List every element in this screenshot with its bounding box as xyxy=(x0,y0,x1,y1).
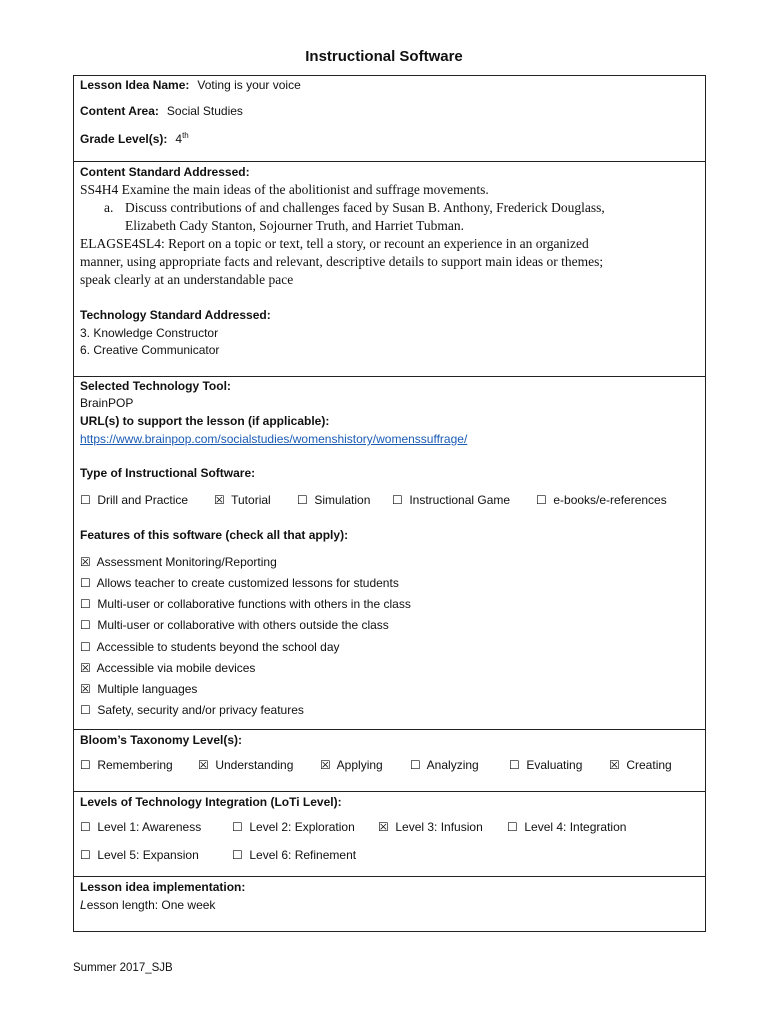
grade-level-row xyxy=(80,131,189,146)
lesson-length xyxy=(80,898,215,912)
content-standard-label: Content Standard Addressed: xyxy=(80,165,250,179)
feature-item[interactable] xyxy=(80,576,399,590)
option-label: Level 4: Integration xyxy=(524,820,627,834)
feature-item[interactable] xyxy=(80,618,389,632)
option-label: Level 5: Expansion xyxy=(97,848,199,862)
option-label: Understanding xyxy=(215,758,294,772)
blooms-option-creating[interactable] xyxy=(609,758,672,772)
url-label: URL(s) to support the lesson (if applicable): xyxy=(80,414,330,428)
standard-ss4h4: SS4H4 Examine the main ideas of the abolitionist and suffrage movements. xyxy=(80,182,489,197)
standard-ela-line2: manner, using appropriate facts and relevant, descriptive details to support main ideas or themes; xyxy=(80,254,604,269)
option-label: Creating xyxy=(626,758,672,772)
checkbox-icon: ☒ xyxy=(214,493,225,507)
blooms-option-analyzing[interactable] xyxy=(410,758,479,772)
tech-standard-item: 3. Knowledge Constructor xyxy=(80,326,219,340)
feature-item[interactable] xyxy=(80,555,277,569)
checkbox-icon: ☐ xyxy=(232,820,243,834)
loti-option-level3[interactable] xyxy=(378,820,483,834)
checkbox-icon: ☐ xyxy=(80,640,91,654)
feature-label: Accessible via mobile devices xyxy=(96,661,256,675)
checkbox-icon: ☐ xyxy=(80,703,91,717)
loti-option-level4[interactable] xyxy=(507,820,626,834)
features-label: Features of this software (check all that apply): xyxy=(80,528,349,542)
loti-option-level1[interactable] xyxy=(80,820,201,834)
standard-item-a-line2: Elizabeth Cady Stanton, Sojourner Truth, and Harriet Tubman. xyxy=(125,218,464,233)
checkbox-icon: ☒ xyxy=(378,820,389,834)
checkbox-icon: ☐ xyxy=(80,820,91,834)
content-area-value: Social Studies xyxy=(166,104,243,118)
tech-standard-label: Technology Standard Addressed: xyxy=(80,308,271,322)
blooms-option-evaluating[interactable] xyxy=(509,758,582,772)
grade-level-value: 4 xyxy=(175,132,183,146)
content-area-row xyxy=(80,104,243,118)
option-label: Drill and Practice xyxy=(97,493,189,507)
checkbox-icon: ☐ xyxy=(392,493,403,507)
checkbox-icon: ☒ xyxy=(80,682,91,696)
lesson-form xyxy=(73,75,706,932)
lesson-length-initial: L xyxy=(80,898,87,912)
checkbox-icon: ☒ xyxy=(198,758,209,772)
loti-option-level5[interactable] xyxy=(80,848,199,862)
blooms-option-understanding[interactable] xyxy=(198,758,293,772)
standard-ela-line3: speak clearly at an understandable pace xyxy=(80,272,294,287)
grade-level-label: Grade Level(s): xyxy=(80,132,168,146)
checkbox-icon: ☐ xyxy=(80,597,91,611)
blooms-option-remembering[interactable] xyxy=(80,758,173,772)
lesson-info-section xyxy=(74,76,705,162)
software-type-label: Type of Instructional Software: xyxy=(80,466,256,480)
option-label: Tutorial xyxy=(231,493,271,507)
brainpop-url-link[interactable]: https://www.brainpop.com/socialstudies/womenshistory/womenssuffrage/ xyxy=(80,432,468,446)
option-label: Analyzing xyxy=(426,758,479,772)
software-section xyxy=(74,377,705,730)
option-label: Instructional Game xyxy=(409,493,511,507)
checkbox-icon: ☐ xyxy=(297,493,308,507)
option-label: Level 2: Exploration xyxy=(249,820,355,834)
tech-standard-item: 6. Creative Communicator xyxy=(80,343,220,357)
lesson-name-row xyxy=(80,78,301,92)
grade-level-suffix: th xyxy=(182,131,189,140)
checkbox-icon: ☐ xyxy=(80,758,91,772)
standard-ela-line1: ELAGSE4SL4: Report on a topic or text, tell a story, or recount an experience in an organized xyxy=(80,236,589,251)
checkbox-icon: ☒ xyxy=(80,661,91,675)
loti-option-level6[interactable] xyxy=(232,848,356,862)
option-label: Evaluating xyxy=(526,758,583,772)
content-area-label: Content Area: xyxy=(80,104,159,118)
checkbox-icon: ☐ xyxy=(80,848,91,862)
option-label: Remembering xyxy=(97,758,173,772)
standard-item-a-line1: Discuss contributions of and challenges faced by Susan B. Anthony, Frederick Douglass, xyxy=(125,200,605,215)
standard-item-a-marker: a. xyxy=(104,200,114,215)
feature-item[interactable] xyxy=(80,682,197,696)
checkbox-icon: ☐ xyxy=(80,618,91,632)
checkbox-icon: ☐ xyxy=(80,576,91,590)
lesson-name-label: Lesson Idea Name: xyxy=(80,78,190,92)
option-label: e-books/e-references xyxy=(553,493,667,507)
feature-item[interactable] xyxy=(80,703,304,717)
checkbox-icon: ☐ xyxy=(507,820,518,834)
type-option-ebooks[interactable] xyxy=(536,493,667,507)
checkbox-icon: ☐ xyxy=(232,848,243,862)
option-label: Level 6: Refinement xyxy=(249,848,357,862)
option-label: Simulation xyxy=(314,493,371,507)
lesson-length-text: esson length: One week xyxy=(86,898,216,912)
feature-label: Multi-user or collaborative with others outside the class xyxy=(97,618,389,632)
checkbox-icon: ☒ xyxy=(609,758,620,772)
checkbox-icon: ☐ xyxy=(509,758,520,772)
feature-label: Assessment Monitoring/Reporting xyxy=(96,555,277,569)
loti-section xyxy=(74,792,705,877)
checkbox-icon: ☐ xyxy=(536,493,547,507)
implementation-section xyxy=(74,877,705,931)
blooms-option-applying[interactable] xyxy=(320,758,383,772)
tool-value: BrainPOP xyxy=(80,396,134,410)
checkbox-icon: ☐ xyxy=(80,493,91,507)
loti-option-level2[interactable] xyxy=(232,820,355,834)
checkbox-icon: ☒ xyxy=(80,555,91,569)
type-option-simulation[interactable] xyxy=(297,493,370,507)
page-title: Instructional Software xyxy=(305,48,463,65)
option-label: Applying xyxy=(336,758,383,772)
lesson-name-value: Voting is your voice xyxy=(197,78,301,92)
option-label: Level 3: Infusion xyxy=(395,820,483,834)
blooms-section xyxy=(74,730,705,792)
feature-label: Safety, security and/or privacy features xyxy=(97,703,304,717)
blooms-label: Bloom’s Taxonomy Level(s): xyxy=(80,733,243,747)
option-label: Level 1: Awareness xyxy=(97,820,202,834)
page-footer: Summer 2017_SJB xyxy=(73,962,173,974)
checkbox-icon: ☒ xyxy=(320,758,331,772)
feature-label: Accessible to students beyond the school day xyxy=(96,640,340,654)
feature-label: Multi-user or collaborative functions with others in the class xyxy=(97,597,411,611)
type-option-drill[interactable] xyxy=(80,493,188,507)
feature-item[interactable] xyxy=(80,661,255,675)
loti-label: Levels of Technology Integration (LoTi Level): xyxy=(80,795,342,809)
feature-item[interactable] xyxy=(80,640,340,654)
feature-item[interactable] xyxy=(80,597,411,611)
type-option-game[interactable] xyxy=(392,493,510,507)
tool-label: Selected Technology Tool: xyxy=(80,379,231,393)
standards-section xyxy=(74,162,705,377)
type-option-tutorial[interactable] xyxy=(214,493,271,507)
checkbox-icon: ☐ xyxy=(410,758,421,772)
feature-label: Allows teacher to create customized lessons for students xyxy=(96,576,399,590)
implementation-label: Lesson idea implementation: xyxy=(80,880,246,894)
feature-label: Multiple languages xyxy=(97,682,198,696)
